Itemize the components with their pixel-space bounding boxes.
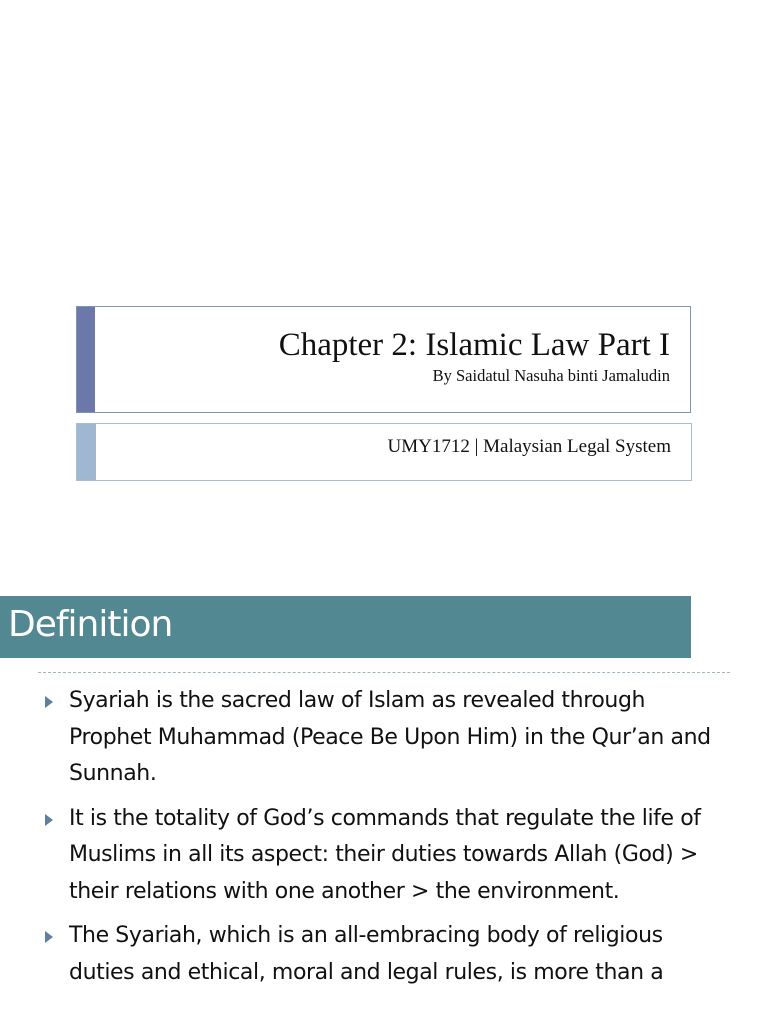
divider <box>38 672 730 673</box>
title-accent-bar <box>77 307 95 412</box>
slide-title: Chapter 2: Islamic Law Part I <box>278 327 670 363</box>
bullet-item <box>45 683 725 793</box>
bullet-item <box>45 918 725 991</box>
course-name: UMY1712 | Malaysian Legal System <box>387 436 671 457</box>
title-slide-box <box>76 306 691 413</box>
triangle-bullet-icon <box>45 696 53 708</box>
definition-heading: Definition <box>8 604 173 645</box>
bullet-item <box>45 801 725 911</box>
slide-author: By Saidatul Nasuha binti Jamaludin <box>432 366 670 385</box>
bullet-text: The Syariah, which is an all-embracing body of religious duties and ethical, moral and legal rules, is more than a <box>69 923 664 985</box>
definition-bullet-list <box>45 683 725 999</box>
bullet-text: Syariah is the sacred law of Islam as revealed through Prophet Muhammad (Peace Be Upon Him) in the Qur’an and Sunnah. <box>69 688 711 786</box>
triangle-bullet-icon <box>45 931 53 943</box>
bullet-text: It is the totality of God’s commands that regulate the life of Muslims in all its aspect: their duties towards Allah (God) > their relations with one another > the environment. <box>69 805 701 904</box>
course-accent-bar <box>77 424 96 480</box>
course-box <box>76 423 692 481</box>
triangle-bullet-icon <box>45 814 53 826</box>
definition-header <box>0 596 691 658</box>
